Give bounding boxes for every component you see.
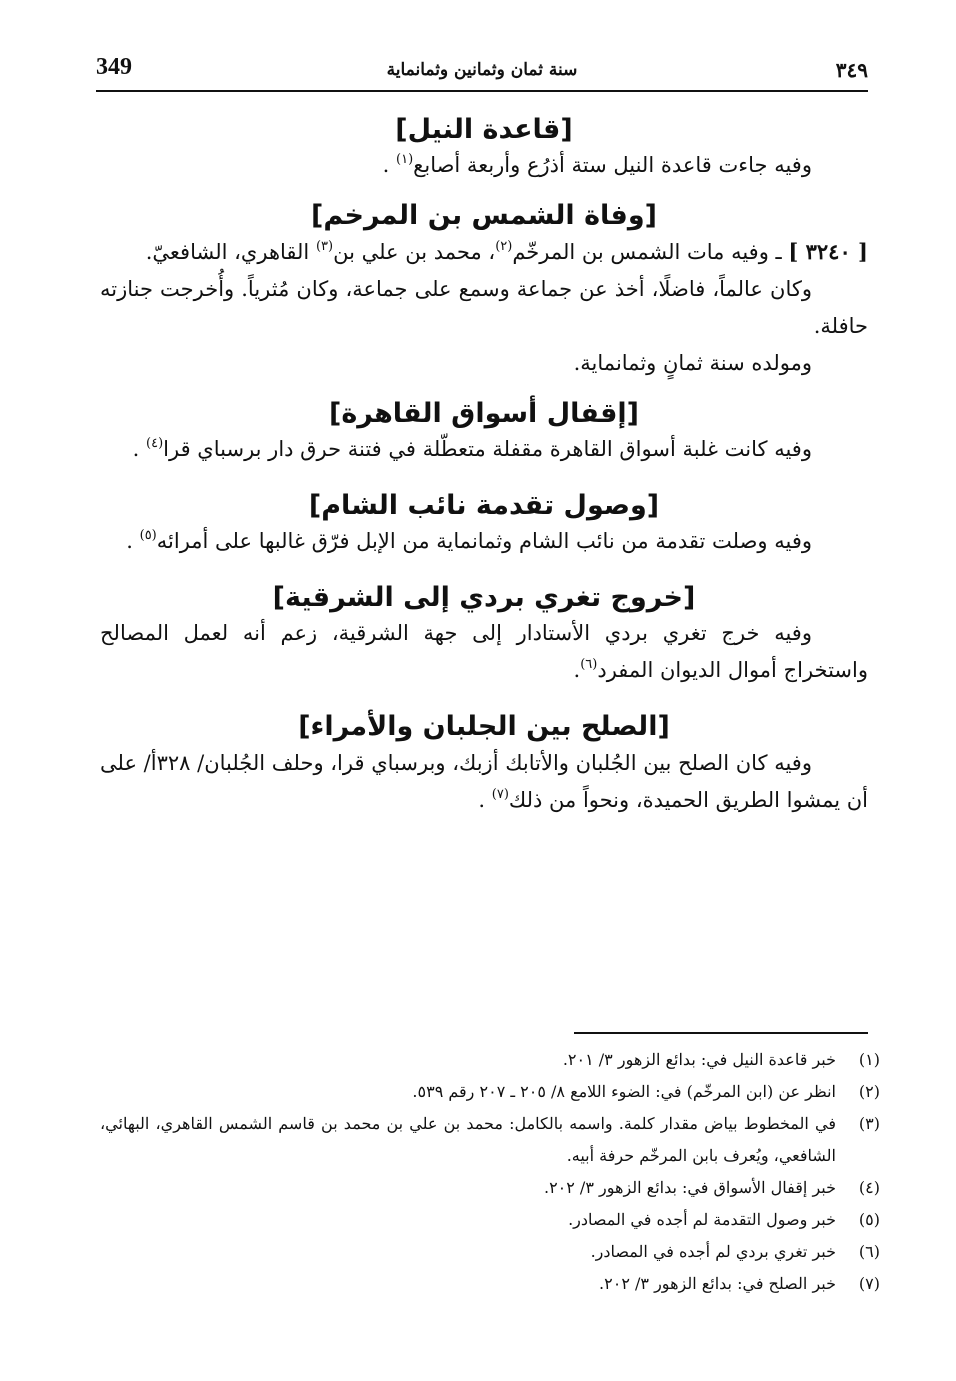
- section-heading: [وفاة الشمس بن المرخم]: [311, 200, 657, 232]
- section-heading: [قاعدة النيل]: [395, 114, 573, 145]
- running-title: سنة ثمان وثمانين وثمانماية: [386, 60, 578, 80]
- footnotes: [100, 1044, 880, 1300]
- footnote-number: (٧): [858, 1274, 880, 1293]
- page-number-arabic: ٣٤٩: [835, 58, 868, 82]
- footnote-text: خبر وصول التقدمة لم أجده في المصادر.: [568, 1210, 836, 1229]
- footnote-number: (٤): [858, 1178, 880, 1197]
- entry-number: [ ٣٢٤٠ ]: [788, 239, 868, 265]
- footnote-separator: [574, 1032, 868, 1034]
- footnote: [100, 1172, 880, 1204]
- section-heading: [خروج تغري بردي إلى الشرقية]: [272, 582, 696, 614]
- paragraph: وفيه كان الصلح بين الجُلبان والأتابك أزبك، وبرسباي قرا، وحلف الجُلبان/ ٣٢٨أ/ على أن يمشوا الطريق الحميدة، ونحواً من ذلك$^{(٧)}$ .: [100, 750, 868, 812]
- paragraph: وكان عالماً، فاضلًا، أخذ عن جماعة وسمع على جماعة، وكان مُثرياً. وأُخرجت جنازته حافلة.: [100, 277, 868, 339]
- main-text: [100, 112, 868, 819]
- footnote: [100, 1268, 880, 1300]
- footnote-ref: (٧): [491, 786, 509, 802]
- footnote: [100, 1044, 880, 1076]
- footnote-number: (٥): [858, 1210, 880, 1229]
- footnote-text: خبر إقفال الأسواق في: بدائع الزهور ٣/ ٢٠٢.: [543, 1178, 836, 1197]
- footnote-text: في المخطوط بياض مقدار كلمة. واسمه بالكامل: محمد بن علي بن محمد بن قاسم الشمس القاهري، البهائي، الشافعي، ويُعرف بابن المرخّم حرفة أبيه.: [100, 1114, 836, 1165]
- footnote: [100, 1204, 880, 1236]
- footnote: [100, 1108, 880, 1172]
- footnote-ref: (٣): [315, 239, 334, 255]
- footnote-number: (٦): [858, 1242, 880, 1261]
- footnote-number: (٢): [858, 1082, 880, 1101]
- paragraph: وفيه خرج تغري بردي الأستادار إلى جهة الشرقية، زعم أنه لعمل المصالح واستخراج أموال الديوان المفرد$^{(٦)}$.: [100, 621, 868, 683]
- header-rule: [96, 90, 868, 92]
- footnote-ref: (٢): [495, 239, 513, 255]
- paragraph: ومولده سنة ثمانٍ وثمانماية.: [573, 351, 812, 376]
- footnote-ref: (٥): [139, 528, 157, 544]
- footnote-number: (٣): [858, 1114, 880, 1133]
- footnote: [100, 1236, 880, 1268]
- footnote-text: خبر الصلح في: بدائع الزهور ٣/ ٢٠٢.: [599, 1274, 836, 1293]
- biography-entry: [ ٣٢٤٠ ] ـ وفيه مات الشمس بن المرخّم$^{(٢)}$، محمد بن علي بن$^{(٣)}$ القاهري، الشافعيّ.: [145, 239, 868, 265]
- section-heading: [إقفال أسواق القاهرة]: [329, 398, 639, 430]
- footnote-ref: (١): [396, 152, 414, 168]
- section-heading: [الصلح بين الجلبان والأمراء]: [298, 711, 670, 743]
- footnote-ref: (٤): [146, 436, 164, 452]
- footnote-text: خبر قاعدة النيل في: بدائع الزهور ٣/ ٢٠١.: [562, 1050, 836, 1069]
- footnote-ref: (٦): [580, 657, 598, 673]
- footnote-text: انظر عن (ابن المرخّم) في: الضوء اللامع ٨/ ٢٠٥ ـ ٢٠٧ رقم ٥٣٩.: [412, 1082, 836, 1101]
- running-header: [96, 52, 868, 92]
- footnote-text: خبر تغري بردي لم أجده في المصادر.: [590, 1242, 836, 1261]
- footnote: [100, 1076, 880, 1108]
- page-number-latin: 349: [96, 54, 132, 80]
- paragraph: وفيه كانت غلبة أسواق القاهرة مقفلة متعطّلة في فتنة حرق دار برسباي قرا$^{(٤)}$ .: [132, 436, 812, 462]
- section-heading: [وصول تقدمة نائب الشام]: [308, 490, 660, 522]
- paragraph: وفيه جاءت قاعدة النيل ستة أذرُع وأربعة أصابع$^{(١)}$ .: [382, 152, 812, 178]
- paragraph: وفيه وصلت تقدمة من نائب الشام وثمانماية من الإبل فرّق غالبها على أمرائه$^{(٥)}$ .: [126, 528, 812, 554]
- footnote-number: (١): [858, 1050, 880, 1069]
